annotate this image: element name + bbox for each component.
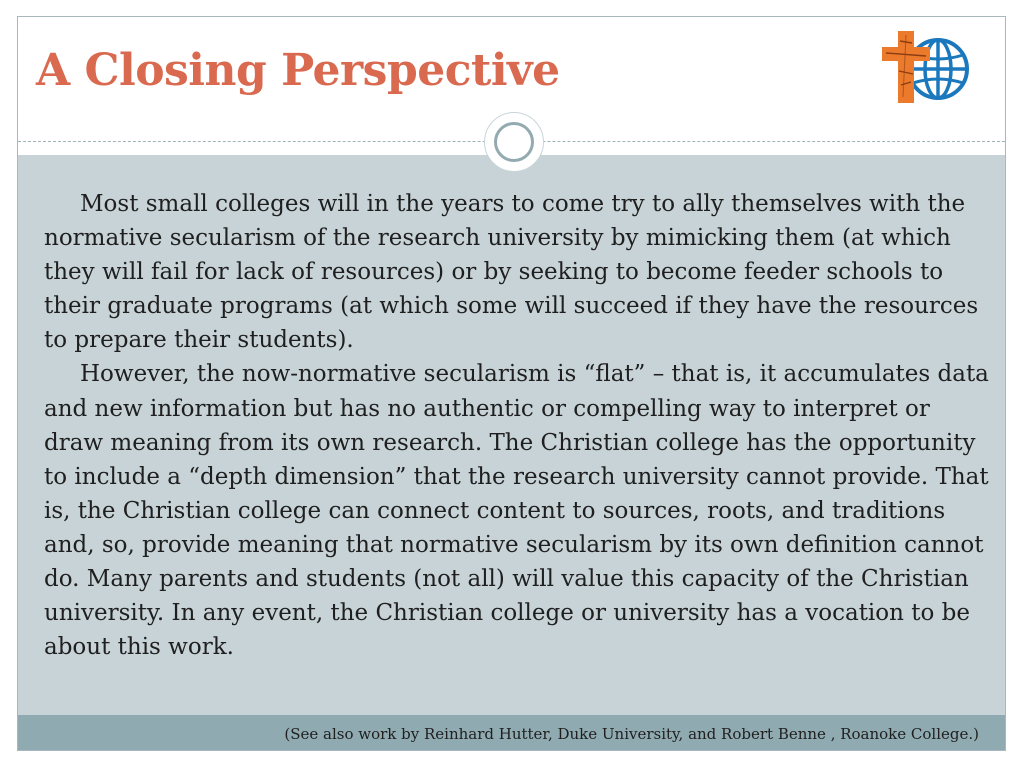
slide-frame	[17, 16, 1006, 751]
citation-note: (See also work by Reinhard Hutter, Duke University, and Robert Benne , Roanoke College.)	[284, 725, 979, 743]
cross-and-globe-svg	[880, 27, 974, 107]
body-paragraph-1: Most small colleges will in the years to come try to ally themselves with the normative secularism of the research university by mimicking them (at which they will fail for lack of resources) or by seeking to become feeder schools to their graduate programs (at which some will succeed if they have the resources to prepare their students).	[44, 191, 979, 354]
cross-and-globe-icon	[880, 27, 974, 107]
slide-title: A Closing Perspective	[36, 45, 560, 96]
footer-band	[18, 715, 1005, 751]
body-paragraph-2: However, the now-normative secularism is “flat” – that is, it accumulates data and new information but has no authentic or compelling way to interpret or draw meaning from its own research. The Christian college has the opportunity to include a “depth dimension” that the research university cannot provide. That is, the Christian college can connect content to sources, roots, and traditions and, so, provide meaning that normative secularism by its own definition cannot do. Many parents and students (not all) will value this capacity of the Christian university. In any event, the Christian college or university has a vocation to be about this work.	[44, 361, 989, 661]
circle-ornament-icon	[484, 112, 544, 172]
body-text	[44, 187, 989, 664]
